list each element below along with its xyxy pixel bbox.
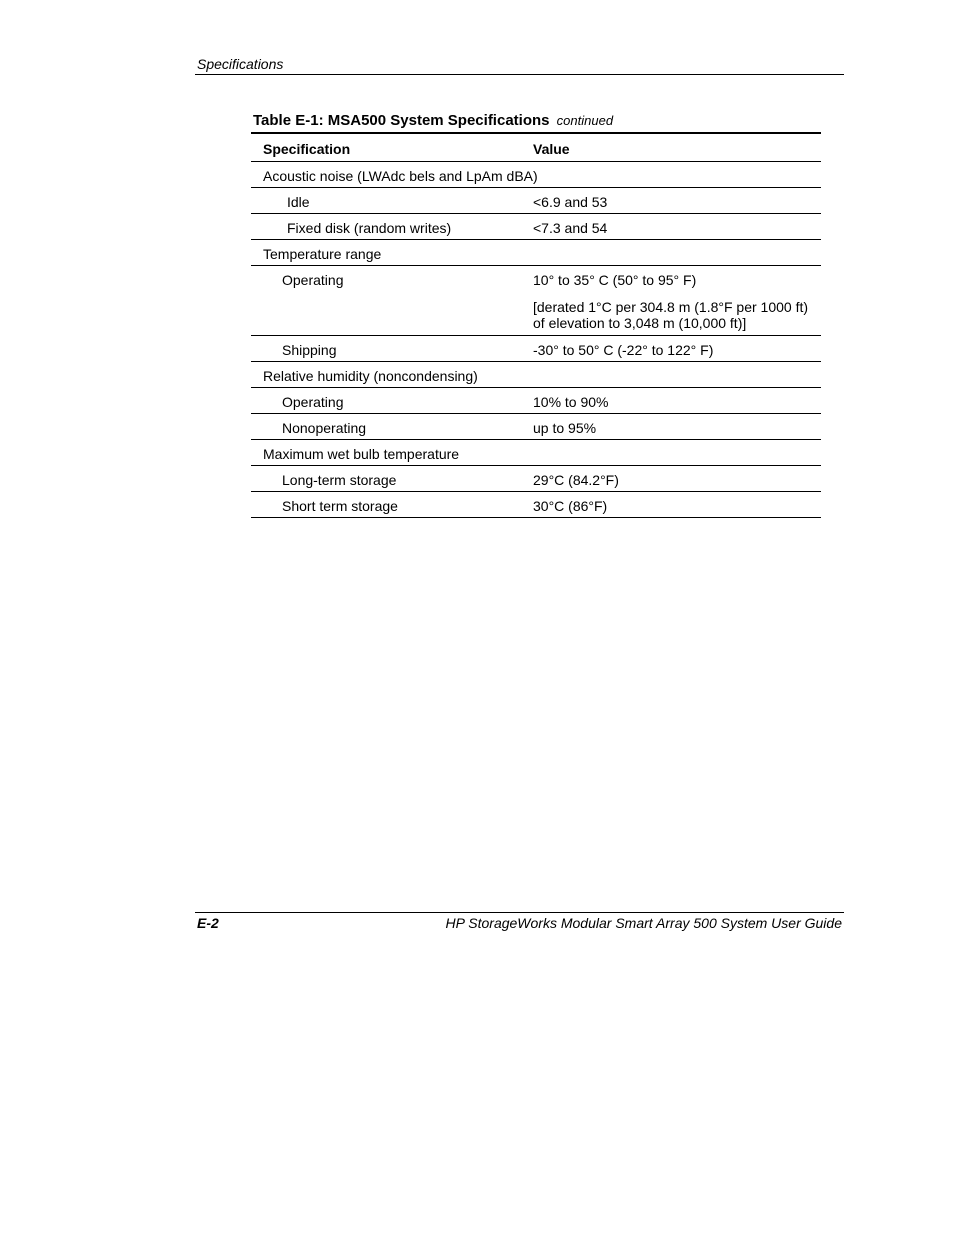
table-row xyxy=(251,336,821,362)
table-row-group xyxy=(251,162,821,188)
table-row xyxy=(251,214,821,240)
table-caption-continued: continued xyxy=(556,113,614,128)
table-caption xyxy=(253,112,613,129)
value-cell: 29°C (84.2°F) xyxy=(533,472,619,488)
value-cell: up to 95% xyxy=(533,420,597,436)
value-note: [derated 1°C per 304.8 m (1.8°F per 1000 ft) of elevation to 3,048 m (10,000 ft)] xyxy=(533,299,809,331)
table-row xyxy=(251,266,821,336)
value-cell xyxy=(521,266,821,335)
spec-cell: Shipping xyxy=(282,342,337,358)
table-header-row xyxy=(251,134,821,162)
column-header-value: Value xyxy=(533,141,570,157)
spec-cell: Operating xyxy=(282,394,344,410)
running-footer xyxy=(195,912,844,935)
value-cell: <7.3 and 54 xyxy=(533,220,608,236)
table-row-group xyxy=(251,362,821,388)
table-row xyxy=(251,388,821,414)
spec-cell: Idle xyxy=(287,194,310,210)
spec-cell: Temperature range xyxy=(263,246,382,262)
value-cell: 10% to 90% xyxy=(533,394,609,410)
spec-cell: Acoustic noise (LWAdc bels and LpAm dBA) xyxy=(263,168,538,184)
value-cell: 30°C (86°F) xyxy=(533,498,608,514)
section-title: Specifications xyxy=(197,56,284,72)
specifications-table xyxy=(251,132,821,518)
table-row xyxy=(251,414,821,440)
value-text: 10° to 35° C (50° to 95° F) xyxy=(533,272,697,288)
spec-cell: Long-term storage xyxy=(282,472,397,488)
table-row xyxy=(251,466,821,492)
table-row-group xyxy=(251,240,821,266)
spec-cell: Maximum wet bulb temperature xyxy=(263,446,460,462)
column-header-specification: Specification xyxy=(263,141,351,157)
guide-title: HP StorageWorks Modular Smart Array 500 System User Guide xyxy=(445,915,842,931)
table-row xyxy=(251,492,821,517)
table-row xyxy=(251,188,821,214)
spec-cell: Short term storage xyxy=(282,498,398,514)
value-cell: -30° to 50° C (-22° to 122° F) xyxy=(533,342,714,358)
spec-cell: Nonoperating xyxy=(282,420,367,436)
table-row-group xyxy=(251,440,821,466)
spec-cell: Operating xyxy=(282,272,344,288)
running-header xyxy=(195,56,844,75)
page-number: E-2 xyxy=(197,915,219,931)
spec-cell: Relative humidity (noncondensing) xyxy=(263,368,478,384)
value-cell: <6.9 and 53 xyxy=(533,194,608,210)
spec-cell: Fixed disk (random writes) xyxy=(287,220,452,236)
table-caption-title: Table E-1: MSA500 System Specifications xyxy=(253,112,550,129)
